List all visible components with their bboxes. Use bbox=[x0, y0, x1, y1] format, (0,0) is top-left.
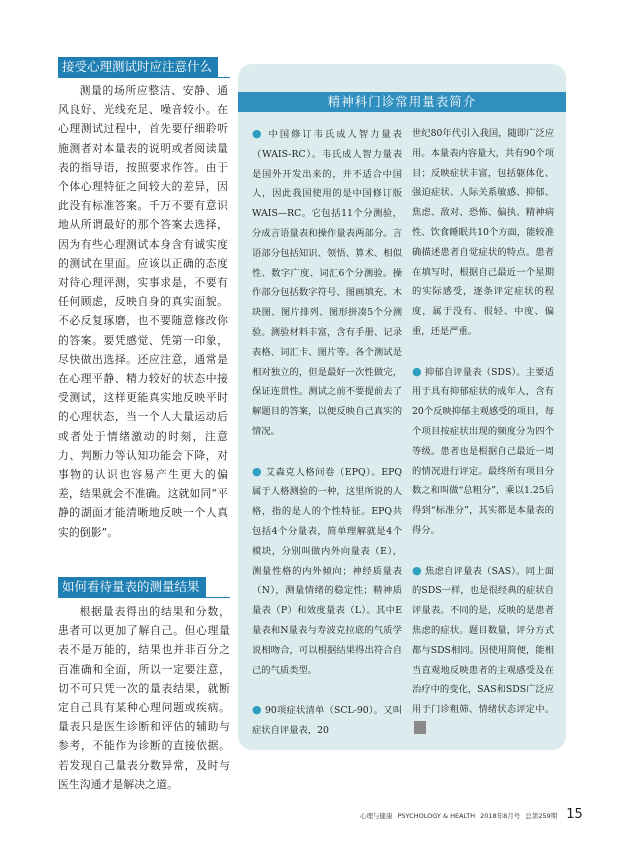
scale-entry-epq: ● 艾森克人格问卷（EPQ）。EPQ属于人格测验的一种，这里所说的人格，指的是人的个性特征。EPQ共包括4个分量表，简单理解就是4个模块，分别叫做内外向量表（E），测量性格的内外倾向；神经质量表（N），测量情绪的稳定性；精神质量表（P）和效度量表（L）。其中E量表和N量表与寿波克拉底的气质学说相吻合，可以根据结果得出符合自己的气质类型。 bbox=[252, 464, 402, 676]
footer-english-title: PSYCHOLOGY & HEALTH bbox=[397, 812, 476, 820]
page-number: 15 bbox=[566, 807, 583, 822]
panel-column-left bbox=[252, 124, 402, 761]
footer-magazine: 心理与健康 bbox=[360, 812, 393, 820]
heading-rule bbox=[58, 597, 230, 598]
scale-entry-scl90-cont: 世纪80年代引入我国，随即广泛应用。本量表内容量大，共有90个项目；反映症状丰富，包括躯体化、强迫症状、人际关系敏感、抑郁、焦虑、敌对、恐怖、偏执、精神病性、饮食睡眠共10个方面，能较准确描述患者自觉症状的特点。患者在填写时，根据自己最近一个星期的实际感受，逐条评定症状的程度，属于没有、很轻、中度、偏重，还是严重。 bbox=[412, 128, 554, 337]
section-results bbox=[58, 576, 230, 794]
section-care bbox=[58, 56, 228, 542]
bullet-icon: ● bbox=[252, 464, 263, 478]
section-heading-care: 接受心理测试时应注意什么 bbox=[58, 57, 218, 77]
scale-entry-sas: ● 焦虑自评量表（SAS）。同上面的SDS一样，也是很经典的症状自评量表。不同的是，反映的是患者焦虑的症状。题目数量，评分方式都与SDS相同。因使用简便，能相当直观地反映患者的主观感受及在治疗中的变化，SAS和SDS广泛应用于门诊粗筛、情绪状态评定中。 bbox=[412, 561, 554, 740]
scale-entry-scl90: ● 90项症状清单（SCL-90）。又叫症状自评量表，20 bbox=[252, 703, 402, 736]
section-results-body: 根据量表得出的结果和分数，患者可以更加了解自己。但心理量表不是万能的，结果也并非百分之百准确和全面，所以一定要注意，切不可只凭一次的量表结果，就断定自己具有某种心理问题或疾病。量表只是医生诊断和评估的辅助与参考，不能作为诊断的直接依据。若发现自己量表分数异常，及时与医生沟通才是解决之道。 bbox=[58, 605, 230, 791]
section-care-body: 测量的场所应整洁、安静、通风良好、光线充足、噪音较小。在心理测试过程中，首先要仔细聆听施测者对本量表的说明或者阅读量表的指导语，按照要求作答。由于个体心理特征之间较大的差异，因此没有标准答案。千万不要有意识地从所谓最好的那个答案去选择，因为有些心理测试本身含有诚实度的测试在里面。应该以正确的态度对待心理评测，实事求是，不要有任何顾虑，反映自身的真实面貌。不必反复琢磨，也不要随意修改你的答案。要凭感觉、凭第一印象，尽快做出选择。还应注意，通常是在心理平静、精力较好的状态中接受测试，这样更能真实地反映平时的心理状态，当一个人大量运动后或者处于情绪激动的时刻，注意力、判断力等认知功能会下降，对事物的认识也容易产生更大的偏差，结果就会不准确。这就如同“平静的湖面才能清晰地反映一个人真实的倒影”。 bbox=[58, 84, 228, 539]
bullet-icon: ● bbox=[252, 127, 264, 140]
panel-column-right bbox=[412, 124, 554, 760]
scales-sidebar-panel bbox=[238, 64, 566, 750]
bullet-icon: ● bbox=[412, 364, 422, 378]
scale-entry-wais: ● 中国修订韦氏成人智力量表（WAIS-RC）。韦氏成人智力量表是国外开发出来的，并不适合中国人，因此我国使用的是中国修订版WAIS—RC。它包括11个分测验，分成言语量表和操作量表两部分。言语部分包括知识、领悟、算术、相似性、数字广度、词汇6个分测验。操作部分包括数字符号、图画填充、木块图、图片排列、图形拼凑5个分测验。测验材料丰富，含有手册、记录表格、词汇卡、图片等。各个测试是相对独立的，但是最好一次性做完，保证连贯性。测试之前不要提前去了解题目的答案，以便反映自己真实的情况。 bbox=[252, 127, 402, 437]
scale-entry-sds: ● 抑郁自评量表（SDS）。主要适用于具有抑郁症状的成年人，含有20个反映抑郁主观感受的项目，每个项目按症状出现的频度分为四个等级。患者也是根据自己最近一周的情况进行评定。最终所有项目分数之和叫做“总粗分”，乘以1.25后得到“标准分”，其实都是本量表的得分。 bbox=[412, 364, 554, 536]
end-mark-icon bbox=[414, 721, 426, 734]
page-footer bbox=[360, 807, 590, 822]
panel-title: 精神科门诊常用量表简介 bbox=[238, 92, 566, 112]
footer-total-issue: 总第259期 bbox=[525, 812, 558, 820]
bullet-icon: ● bbox=[412, 563, 422, 577]
footer-issue: 2018年8月号 bbox=[480, 812, 521, 820]
heading-rule bbox=[58, 77, 230, 78]
bullet-icon: ● bbox=[252, 703, 262, 717]
section-heading-results: 如何看待量表的测量结果 bbox=[58, 577, 206, 597]
